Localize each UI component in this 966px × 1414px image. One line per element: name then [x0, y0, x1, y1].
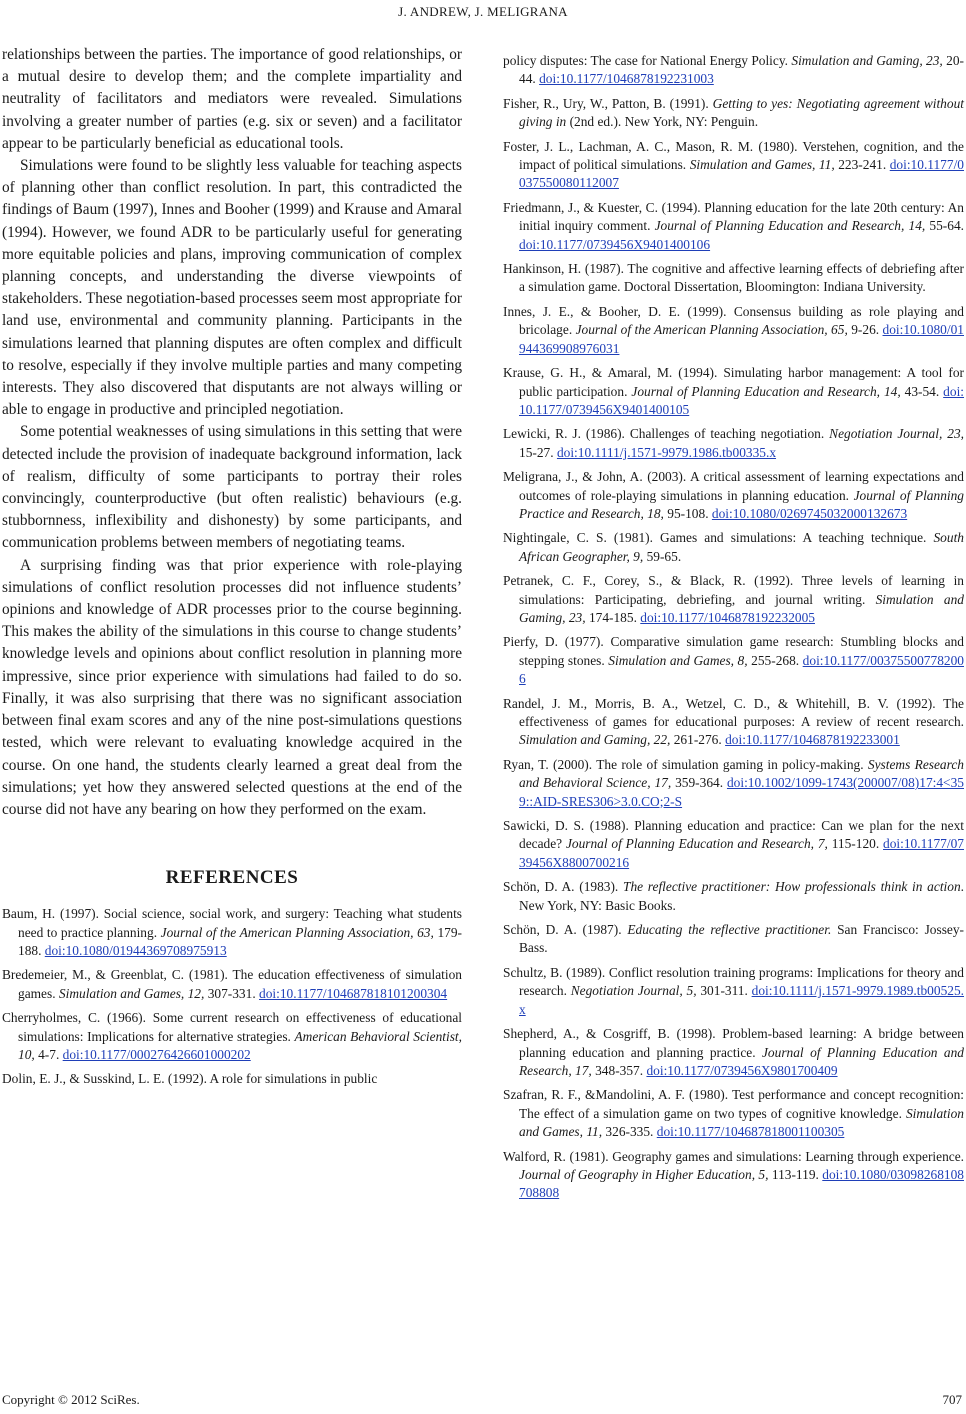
reference-text: Dolin, E. J., & Susskind, L. E. (1992). A role for simulations in public: [2, 1071, 378, 1087]
reference-pages: 301-311.: [696, 983, 752, 999]
reference-source: South African Geographer, 9,: [519, 530, 964, 564]
reference-pages: 261-276.: [670, 732, 726, 748]
reference-pages: 9-26.: [847, 322, 883, 338]
reference-entry: [503, 1025, 964, 1080]
doi-link[interactable]: doi:10.1177/104687818101200304: [259, 985, 448, 1001]
reference-list-left: [2, 905, 462, 1089]
reference-entry: [503, 468, 964, 523]
reference-text: Friedmann, J., & Kuester, C. (1994). Planning education for the late 20th century: An initial inquiry comment.: [503, 199, 964, 234]
reference-entry: [503, 52, 964, 89]
reference-source: Simulation and Gaming, 22,: [519, 732, 671, 748]
doi-link[interactable]: doi:10.1177/1046878192231003: [539, 71, 714, 87]
reference-source: Negotiation Journal, 5,: [570, 983, 697, 999]
footer-copyright: Copyright © 2012 SciRes.: [2, 1392, 140, 1407]
references-heading: REFERENCES: [165, 867, 299, 889]
reference-source: The reflective practitioner: How professionals think in action: [623, 879, 961, 895]
reference-entry: [503, 878, 964, 915]
reference-text: Walford, R. (1981). Geography games and simulations: Learning through experience.: [503, 1148, 964, 1164]
reference-text: Szafran, R. F., &Mandolini, A. F. (1980). Test performance and concept recognition: The effect of a simulation game on two types of cognitive knowledge.: [503, 1087, 964, 1121]
reference-pages: 113-119.: [768, 1166, 823, 1182]
reference-text: Cherryholmes, C. (1966). Some current research on effectiveness of educational simulations: Implications for alternative strategies.: [2, 1010, 462, 1044]
reference-source: Journal of Planning Education and Research, 17,: [519, 1044, 965, 1078]
right-column: [503, 52, 964, 1209]
doi-link[interactable]: doi:10.1111/j.1571-9979.1989.tb00525.x: [519, 983, 965, 1017]
reference-entry: [2, 966, 462, 1003]
body-paragraph: Simulations were found to be slightly less valuable for teaching aspects of planning other than conflict resolution. In part, this contradicted the findings of Baum (1997), Innes and Booher (1999) and Krause and Amaral (1994). However, we found ADR to be particularly useful for generating more equitable policies and plans, improving communication of complex planning concepts, and understanding the diverse viewpoints of stakeholders. These negotiation-based processes seem most appropriate for land use, environmental and community planning. Participants in the simulations learned that planning disputes are often complex and difficult to resolve, especially if they involve multiple parties and many competing interests. They also discovered that disputants are not always willing or able to engage in productive and principled negotiation.: [2, 157, 462, 419]
reference-source: Journal of the American Planning Association, 63,: [160, 924, 434, 940]
reference-source: Simulation and Games, 11,: [689, 157, 835, 173]
reference-source: Getting to yes: Negotiating agreement without giving in: [519, 95, 964, 130]
reference-entry: [503, 572, 964, 627]
reference-text: Krause, G. H., & Amaral, M. (1994). Simulating harbor management: A tool for public participation.: [503, 365, 964, 399]
body-paragraph: relationships between the parties. The importance of good relationships, or a mutual desire to develop them; and the complete impartiality and neutrality of facilitators and mediators were revealed. Simulations involving a greater number of parties (e.g. six or seven) and a facilitator appear to be particularly beneficial as educational tools.: [2, 46, 462, 152]
reference-pages: 15-27.: [519, 444, 557, 460]
reference-source: Educating the reflective practitioner.: [627, 922, 832, 938]
reference-text: Nightingale, C. S. (1981). Games and simulations: A teaching technique.: [503, 530, 934, 546]
page-number: 707: [942, 1392, 962, 1407]
reference-text: Innes, J. E., & Booher, D. E. (1999). Consensus building as role playing and bricolage.: [503, 303, 964, 338]
reference-entry: [503, 425, 964, 462]
reference-list-right: [503, 52, 964, 1203]
reference-entry: [503, 817, 964, 872]
doi-link[interactable]: doi:10.1177/0037550080112007: [519, 157, 964, 191]
doi-link[interactable]: doi:10.1177/0739456X9401400106: [519, 236, 711, 252]
reference-text: Schön, D. A. (1983).: [503, 879, 623, 895]
reference-pages: 95-108.: [663, 505, 712, 521]
reference-entry: [503, 95, 964, 132]
reference-pages: 4-7.: [34, 1046, 63, 1062]
reference-entry: [503, 1148, 964, 1203]
doi-link[interactable]: doi:10.1177/0739456X9401400105: [519, 383, 965, 417]
body-paragraph: A surprising finding was that prior experience with role-playing simulations of conflict resolution processes did not influence students’ opinions and knowledge of ADR processes prior to the course beginning. This makes the ability of the simulations in this course to change students’ knowledge levels and opinions about conflict resolution in planning more impressive, since prior experience with simulations had failed to do so. Finally, it was also surprising that there was no significant association between final exam scores and any of the nine post-simulations questions tested, which were relevant to evaluating knowledge acquired in the course. On one hand, the students clearly learned a great deal from the simulations; yet how they answered selected questions at the end of the course did not have any bearing on how they performed on the exam.: [2, 556, 462, 818]
reference-text: Petranek, C. F., Corey, S., & Black, R. (1992). Three levels of learning in simulations: Participating, debriefing, and journal writing.: [503, 573, 964, 607]
reference-entry: [503, 921, 964, 958]
reference-entry: [503, 364, 964, 419]
reference-pages: 59-65.: [643, 548, 682, 564]
reference-entry: [503, 529, 964, 566]
reference-source: Simulation and Games, 11,: [519, 1105, 964, 1140]
reference-pages: 43-54.: [900, 383, 944, 399]
reference-source: Systems Research and Behavioral Science, 17,: [519, 756, 964, 791]
reference-source: Journal of Planning Education and Research, 14,: [631, 383, 901, 399]
doi-link[interactable]: doi:10.1111/j.1571-9979.1986.tb00335.x: [556, 444, 777, 460]
reference-text: Meligrana, J., & John, A. (2003). A critical assessment of learning expectations and outcomes of role-playing simulations in planning education.: [503, 469, 964, 503]
reference-source: Simulation and Gaming, 23,: [791, 53, 943, 68]
doi-link[interactable]: doi:10.1177/0739456X9801700409: [646, 1062, 838, 1078]
reference-text: Randel, J. M., Morris, B. A., Wetzel, C. D., & Whitehill, B. V. (1992). The effectiveness of games for educational purposes: A review of recent research.: [503, 695, 964, 729]
reference-entry: [503, 303, 964, 358]
left-column: [2, 44, 462, 1095]
doi-link[interactable]: doi:10.1177/104687818001100305: [656, 1124, 845, 1140]
reference-text: Hankinson, H. (1987). The cognitive and affective learning effects of debriefing after a simulation game. Doctoral Dissertation, Bloomington: Indiana University.: [503, 261, 964, 295]
reference-source: Simulation and Games, 12,: [58, 985, 205, 1001]
reference-pages: 20-44.: [519, 53, 964, 87]
reference-text: Shepherd, A., & Cosgriff, B. (1998). Problem-based learning: A bridge between planning education and planning practice.: [503, 1026, 964, 1060]
reference-source: Journal of Geography in Higher Education, 5,: [519, 1166, 769, 1182]
reference-text: Schön, D. A. (1987).: [503, 922, 628, 938]
reference-entry: [503, 199, 964, 254]
running-head: J. ANDREW, J. MELIGRANA: [398, 4, 568, 19]
reference-text: policy disputes: The case for National Energy Policy.: [503, 53, 792, 68]
reference-pages: 55-64.: [925, 218, 964, 234]
doi-link[interactable]: doi:10.1002/1099-1743(200007/08)17:4<359::AID-SRES306>3.0.CO;2-S: [519, 775, 964, 809]
reference-pages: 115-120.: [827, 836, 884, 852]
body-text: [2, 44, 462, 821]
doi-link[interactable]: doi:10.1177/1046878192232005: [640, 609, 815, 625]
reference-entry: [503, 756, 964, 811]
reference-pages: San Francisco: Jossey-Bass.: [519, 922, 964, 956]
reference-text: Baum, H. (1997). Social science, social work, and surgery: Teaching what students need to practice planning.: [2, 906, 462, 940]
doi-link[interactable]: doi:10.1177/000276426601000202: [62, 1046, 251, 1062]
doi-link[interactable]: doi:10.1080/0269745032000132673: [711, 505, 908, 521]
reference-text: Schultz, B. (1989). Conflict resolution training programs: Implications for theory and research.: [503, 964, 964, 999]
reference-text: Foster, J. L., Lachman, A. C., Mason, R. M. (1980). Verstehen, cognition, and the impact of political simulations.: [503, 138, 964, 173]
reference-entry: [503, 138, 964, 193]
reference-text: Lewicki, R. J. (1986). Challenges of teaching negotiation.: [503, 426, 830, 442]
reference-entry: [503, 633, 964, 688]
reference-pages: (2nd ed.). New York, NY: Penguin.: [566, 114, 759, 130]
reference-text: Sawicki, D. S. (1988). Planning education and practice: Can we plan for the next decade?: [503, 818, 964, 852]
reference-text: Pierfy, D. (1977). Comparative simulation game research: Stumbling blocks and stepping stones.: [503, 634, 964, 668]
reference-source: Simulation and Games, 8,: [608, 652, 748, 668]
reference-entry: [2, 1070, 462, 1088]
reference-source: Journal of the American Planning Association, 65,: [575, 322, 848, 338]
reference-text: Ryan, T. (2000). The role of simulation gaming in policy-making.: [503, 756, 868, 772]
reference-source: Journal of Planning Education and Research, 14,: [654, 218, 926, 234]
reference-source: Journal of Planning Practice and Research, 18,: [519, 487, 964, 521]
reference-source: Negotiation Journal, 23,: [829, 426, 964, 442]
reference-entry: [503, 1086, 964, 1141]
reference-pages: . New York, NY: Basic Books.: [519, 879, 965, 913]
reference-pages: 348-357.: [591, 1062, 647, 1078]
reference-pages: 307-331.: [204, 985, 260, 1001]
reference-pages: 326-335.: [602, 1124, 657, 1140]
reference-source: American Behavioral Scientist, 10,: [18, 1028, 462, 1062]
body-paragraph: Some potential weaknesses of using simulations in this setting that were detected include the provision of inadequate background information, lack of realism, difficulty of some participants to portray their roles convincingly, counterproductive (but often realistic) behaviours (e.g. stubbornness, inflexibility and dishonesty) by some participants, and communication problems between members of negotiating teams.: [2, 423, 462, 552]
doi-link[interactable]: doi:10.1080/01944369908976031: [519, 322, 964, 356]
doi-link[interactable]: doi:10.1177/1046878192233001: [725, 732, 900, 748]
reference-entry: [2, 1009, 462, 1064]
doi-link[interactable]: doi:10.1080/01944369708975913: [44, 942, 227, 958]
reference-entry: [503, 964, 964, 1019]
reference-pages: 255-268.: [747, 652, 803, 668]
doi-link[interactable]: doi:10.1080/03098268108708808: [519, 1166, 964, 1201]
doi-link[interactable]: doi:10.1177/003755007782006: [519, 652, 964, 687]
reference-pages: 223-241.: [834, 157, 890, 173]
reference-text: Fisher, R., Ury, W., Patton, B. (1991).: [503, 95, 713, 111]
reference-entry: [503, 695, 964, 750]
reference-source: Simulation and Gaming, 23,: [519, 591, 964, 625]
doi-link[interactable]: doi:10.1177/0739456X8800700216: [519, 836, 964, 870]
reference-pages: 174-185.: [585, 609, 641, 625]
reference-pages: 179-188.: [18, 924, 462, 958]
reference-entry: [2, 905, 462, 960]
reference-text: Bredemeier, M., & Greenblat, C. (1981). The education effectiveness of simulation games.: [2, 967, 462, 1001]
reference-entry: [503, 260, 964, 297]
reference-source: Journal of Planning Education and Research, 7,: [565, 836, 828, 852]
reference-pages: 359-364.: [671, 775, 727, 791]
